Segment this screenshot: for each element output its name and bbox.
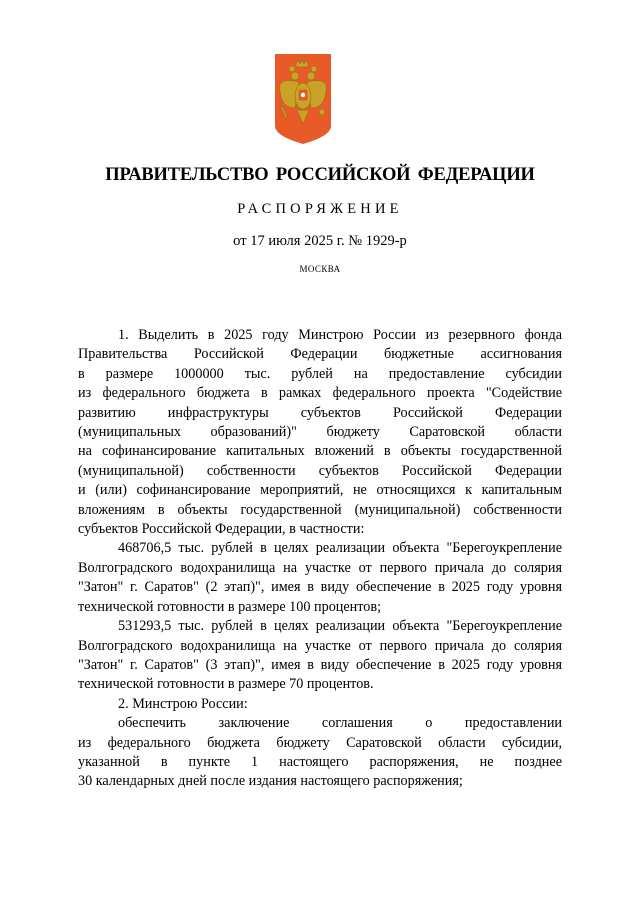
text-line: из федерального бюджета в рамках федерального проекта "Содействие [78,385,562,402]
text-line: Правительства Российской Федерации бюджетные ассигнования [78,346,562,363]
document-date-number: от 17 июля 2025 г. № 1929-р [233,233,407,249]
text-line: 30 календарных дней после издания настоящего распоряжения; [78,773,463,790]
text-line: (муниципальных образований)" бюджету Саратовской области [78,424,562,441]
government-title: ПРАВИТЕЛЬСТВО РОССИЙСКОЙ ФЕДЕРАЦИИ [105,165,535,185]
coat-of-arms-emblem [275,54,331,144]
text-line: и (или) софинансирование мероприятий, не относящихся к капитальным [78,482,562,499]
text-line: указанной в пункте 1 настоящего распоряжения, не позднее [78,753,562,770]
text-line: технической готовности в размере 70 процентов. [78,676,374,693]
text-line: субъектов Российской Федерации, в частности: [78,521,365,538]
text-line: (муниципальной) собственности субъектов Российской Федерации [78,462,562,479]
text-line: развитию инфраструктуры субъектов Российской Федерации [78,404,562,421]
text-line: технической готовности в размере 100 процентов; [78,598,382,615]
paragraph-2 [78,539,562,617]
paragraph-4 [78,695,562,714]
document-city: МОСКВА [299,264,341,274]
document-body [78,326,562,792]
text-line: 2. Минстрою России: [118,695,248,712]
text-line: вложениям в объекты государственной (муниципальной) собственности [78,501,562,518]
text-line: из федерального бюджета бюджету Саратовской области субсидии, [78,734,562,751]
text-line: "Затон" г. Саратов" (2 этап)", имея в виду обеспечение в 2025 году уровня [78,579,562,596]
text-line: Волгоградского водохранилища на участке от первого причала до солярия [78,559,562,576]
text-line: в размере 1000000 тыс. рублей на предоставление субсидии [78,365,562,382]
text-line: на софинансирование капитальных вложений в объекты государственной [78,443,562,460]
text-line: обеспечить заключение соглашения о предоставлении [118,715,562,732]
document-type: РАСПОРЯЖЕНИЕ [237,201,403,217]
paragraph-1 [78,326,562,539]
paragraph-5 [78,714,562,792]
text-line: 468706,5 тыс. рублей в целях реализации объекта "Берегоукрепление [118,540,562,557]
text-line: Волгоградского водохранилища на участке от первого причала до солярия [78,637,562,654]
text-line: 1. Выделить в 2025 году Минстрою России из резервного фонда [118,327,562,343]
text-line: 531293,5 тыс. рублей в целях реализации объекта "Берегоукрепление [118,618,562,635]
text-line: "Затон" г. Саратов" (3 этап)", имея в виду обеспечение в 2025 году уровня [78,656,562,673]
paragraph-3 [78,617,562,695]
